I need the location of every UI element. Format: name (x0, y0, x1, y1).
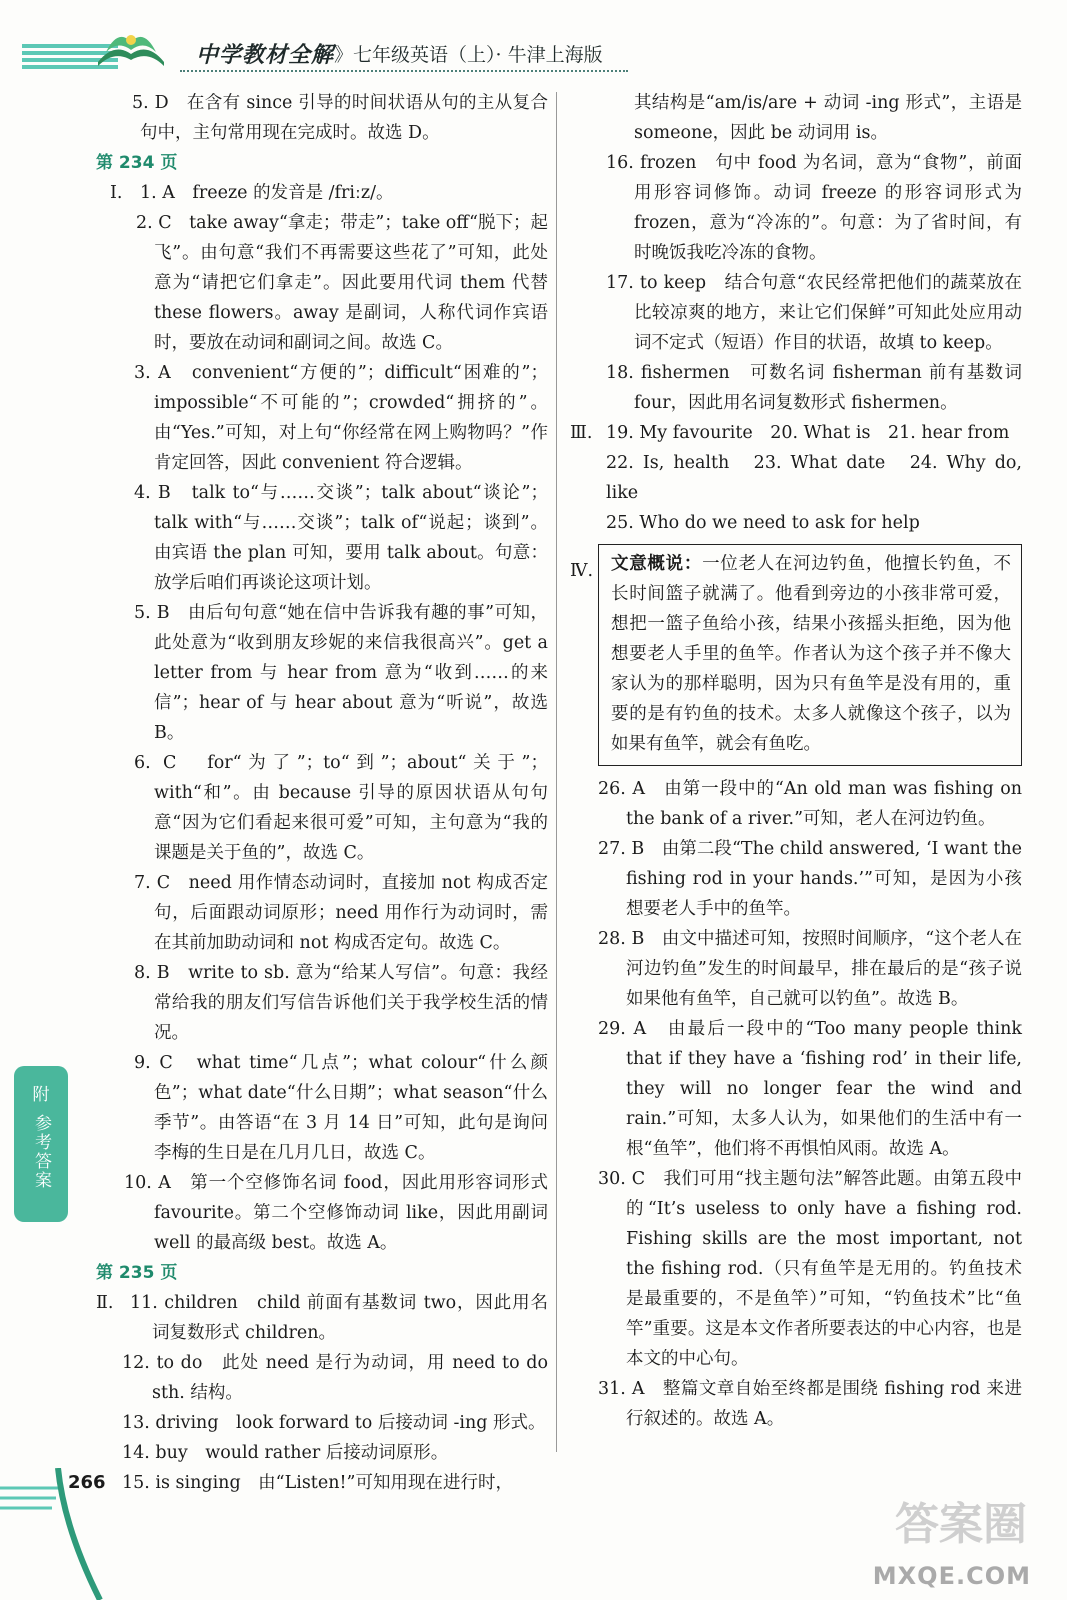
answer-item: 27. B 由第二段“The child answered, ‘I want the fishing rod in your hands.’”可知，是因为小孩想要老人手中的鱼竿。 (598, 839, 1022, 919)
answer-item: 15. is singing 由“Listen!”可知用现在进行时， (122, 1473, 513, 1493)
open-book-logo-icon (92, 22, 170, 70)
watermark-site: MXQE.COM (872, 1562, 1031, 1590)
answer-item: 11. children child 前面有基数词 two，因此用名词复数形式 children。 (130, 1293, 548, 1343)
answer-item: 13. driving look forward to 后接动词 -ing 形式。 (122, 1413, 546, 1433)
section-1 (96, 178, 548, 1258)
right-column (570, 88, 1022, 1434)
roman-numeral: Ⅲ. (570, 423, 593, 443)
section-heading-235: 第 235 页 (96, 1263, 178, 1283)
side-tab-label-1: 附 (32, 1085, 50, 1105)
section-4 (570, 544, 1022, 1434)
watermark-mark: 答案圈 (895, 1499, 1027, 1550)
appendix-side-tab (14, 1066, 68, 1222)
answer-item: 31. A 整篇文章自始至终都是围绕 fishing rod 来进行叙述的。故选 A。 (598, 1379, 1022, 1429)
answer-item: 7. C need 用作情态动词时，直接加 not 构成否定句，后面跟动词原形；need 用作行为动词时，需在其前加助动词和 not 构成否定句。故选 C。 (134, 873, 548, 953)
section-2 (96, 1288, 548, 1498)
summary-box (598, 544, 1022, 766)
answer-item: 5. D 在含有 since 引导的时间状语从句的主从复合句中，主句常用现在完成时。故选 D。 (132, 93, 548, 143)
roman-numeral: Ⅰ. (110, 183, 123, 203)
answer-item: 25. Who do we need to ask for help (606, 513, 920, 533)
summary-text: 一位老人在河边钓鱼，他擅长钓鱼，不长时间篮子就满了。他看到旁边的小孩非常可爱，想把一篮子鱼给小孩，结果小孩摇头拒绝，因为他想要老人手里的鱼竿。作者认为这个孩子并不像大家认为的那样聪明，因为只有鱼竿是没有用的，重要的是有钓鱼的技术。太多人就像这个孩子，以为如果有鱼竿，就会有鱼吃。 (611, 554, 1012, 754)
answer-item: 30. C 我们可用“找主题句法”解答此题。由第五段中的“It’s useless to only have a fishing rod. Fishing skills are the most important, not the fishing rod.（只有鱼竿是无用的。钓鱼技术是最重要的，不是鱼竿）”可知，“钓鱼技术”比“鱼竿”重要。这是本文作者所要表达的中心内容，也是本文的中心句。 (598, 1169, 1022, 1369)
answer-item: 8. B write to sb. 意为“给某人写信”。句意：我经常给我的朋友们写信告诉他们关于我学校生活的情况。 (134, 963, 548, 1043)
answer-item: 4. B talk to“与……交谈”；talk about“谈论”；talk with“与……交谈”；talk of“说起；谈到”。由宾语 the plan 可知，要用 talk about。句意：放学后咱们再谈论这项计划。 (134, 483, 548, 593)
column-divider (556, 92, 557, 1452)
page-header (0, 0, 1067, 78)
answer-item: 17. to keep 结合句意“农民经常把他们的蔬菜放在比较凉爽的地方，来让它们保鲜”可知此处应用动词不定式（短语）作目的状语，故填 to keep。 (606, 273, 1022, 353)
answer-item: 5. B 由后句句意“她在信中告诉我有趣的事”可知，此处意为“收到朋友珍妮的来信我很高兴”。get a letter from 与 hear from 意为“收到……的来信”；hear of 与 hear about 意为“听说”，故选 B。 (134, 603, 548, 743)
answer-item: 9. C what time“几点”；what colour“什么颜色”；what date“什么日期”；what season“什么季节”。由答语“在 3 月 14 日”可知，此句是询问李梅的生日是在几月几日，故选 C。 (134, 1053, 548, 1163)
answer-item: 1. A freeze 的发音是 /friːz/。 (140, 183, 394, 203)
answer-item: 6. C for“为了”；to“到”；about“关于”；with“和”。由 because 引导的原因状语从句句意“因为它们看起来很可爱”可知，主句意为“我的课题是关于鱼的”，故选 C。 (134, 753, 548, 863)
section-3 (570, 418, 1022, 538)
answer-continuation: 其结构是“am/is/are + 动词 -ing 形式”，主语是 someone，因此 be 动词用 is。 (634, 93, 1022, 143)
answer-item: 18. fishermen 可数名词 fisherman 前有基数词 four，因此用名词复数形式 fishermen。 (606, 363, 1022, 413)
answer-item: 12. to do 此处 need 是行为动词，用 need to do sth. 结构。 (122, 1353, 548, 1403)
header-subtitle: 》七年级英语（上）· 牛津上海版 (334, 44, 603, 66)
answer-item: 16. frozen 句中 food 为名词，意为“食物”，前面用形容词修饰。动词 freeze 的形容词形式为 frozen，意为“冷冻的”。句意：为了省时间，有时晚饭我吃冷冻的食物。 (606, 153, 1022, 263)
answer-item: 28. B 由文中描述可知，按照时间顺序，“这个老人在河边钓鱼”发生的时间最早，排在最后的是“孩子说如果他有鱼竿，自己就可以钓鱼”。故选 B。 (598, 929, 1022, 1009)
answer-item: 22. Is, health 23. What date 24. Why do, like (606, 453, 1022, 503)
answer-item: 29. A 由最后一段中的“Too many people think that if they have a ‘fishing rod’ in their life, they will no longer fear the wind and rain.”可知，太多人认为，如果他们的生活中有一根“鱼竿”，他们将不再惧怕风雨。故选 A。 (598, 1019, 1022, 1159)
header-title: 中学教材全解 (196, 42, 335, 68)
answer-item: 14. buy would rather 后接动词原形。 (122, 1443, 449, 1463)
answer-item: 10. A 第一个空修饰名词 food，因此用形容词形式 favourite。第二个空修饰动词 like，因此用副词 well 的最高级 best。故选 A。 (124, 1173, 548, 1253)
page-number: 266 (68, 1472, 106, 1493)
roman-numeral: Ⅱ. (96, 1293, 114, 1313)
summary-label: 文意概说： (611, 554, 703, 574)
answer-item: 19. My favourite 20. What is 21. hear from (606, 423, 1010, 443)
answer-item: 2. C take away“拿走；带走”；take off“脱下；起飞”。由句意“我们不再需要这些花了”可知，此处意为“请把它们拿走”。因此要用代词 them 代替 these flowers。away 是副词，人称代词作宾语时，要放在动词和副词之间。故选 C。 (136, 213, 548, 353)
left-column (96, 88, 548, 1498)
section-heading-234: 第 234 页 (96, 153, 178, 173)
header-rule (180, 70, 628, 72)
side-tab-label-2: 参考答案 (31, 1114, 51, 1190)
answer-item: 3. A convenient“方便的”；difficult“困难的”；impossible“不可能的”；crowded“拥挤的”。由“Yes.”可知，对上句“你经常在网上购物吗？”作肯定回答，因此 convenient 符合逻辑。 (134, 363, 548, 473)
roman-numeral: Ⅳ. (570, 561, 594, 581)
answer-item: 26. A 由第一段中的“An old man was fishing on the bank of a river.”可知，老人在河边钓鱼。 (598, 779, 1022, 829)
